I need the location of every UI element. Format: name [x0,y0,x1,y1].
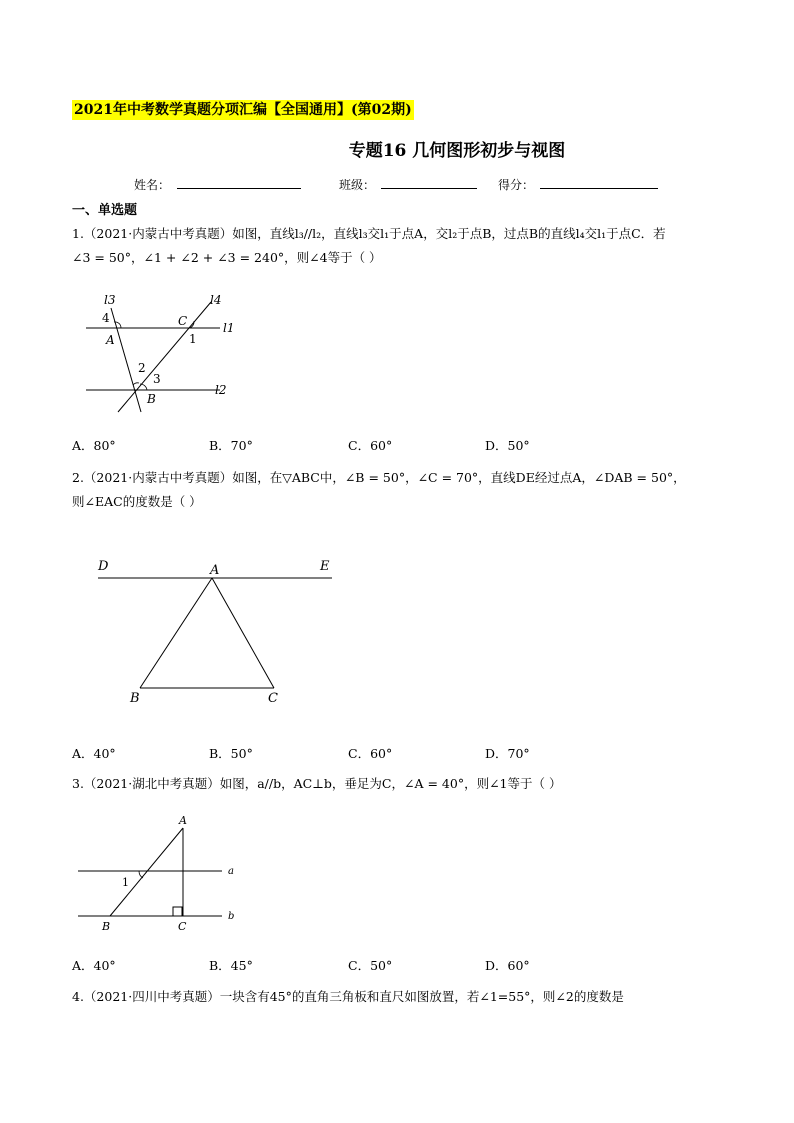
fig3-label-A: A [179,814,187,827]
fig3-label-a: a [228,866,234,877]
fig3-label-1: 1 [122,876,129,889]
q1-option-c[interactable]: C．60° [348,438,393,453]
q2-option-d[interactable]: D．70° [485,746,530,761]
fig2-label-A: A [210,563,220,578]
question-1 [72,222,752,270]
q1-option-a[interactable]: A．80° [72,438,116,453]
fig1-label-B: B [147,392,156,406]
question-1-figure [78,288,248,418]
q3-option-b[interactable]: B．45° [209,958,253,973]
fig1-label-C: C [178,314,188,328]
q2-option-a[interactable]: A．40° [72,746,116,761]
fig2-label-E: E [320,559,330,574]
name-blank[interactable] [177,176,301,189]
question-1-line1: 1.（2021·内蒙古中考真题）如图，直线l₃//l₂，直线l₃交l₁于点A，交l₂于点B，过点B的直线l₄交l₁于点C．若 [72,226,666,241]
q1-option-b[interactable]: B．70° [209,438,253,453]
fig1-label-l3: l3 [104,293,116,307]
class-label: 班级： [339,178,376,192]
question-2-options [72,744,752,762]
fig2-label-C: C [268,691,278,706]
fig3-label-C: C [178,920,187,933]
question-3-line1: 3.（2021·湖北中考真题）如图，a//b，AC⊥b，垂足为C，∠A = 40°，则∠1等于（ ） [72,776,562,791]
fig1-label-3: 3 [153,372,161,386]
q2-option-b[interactable]: B．50° [209,746,253,761]
fig1-label-4: 4 [102,311,110,325]
fig3-label-B: B [102,920,111,933]
question-2-figure [90,552,340,707]
q2-option-c[interactable]: C．60° [348,746,393,761]
fig1-label-1: 1 [189,332,197,346]
score-label: 得分： [498,178,535,192]
question-3 [72,772,752,796]
q3-option-d[interactable]: D．60° [485,958,530,973]
name-label: 姓名： [134,178,171,192]
series-title: 2021年中考数学真题分项汇编【全国通用】(第02期) [74,102,412,118]
fig2-label-D: D [98,559,109,574]
question-3-figure [76,810,256,938]
fig1-label-2: 2 [138,361,146,375]
section-title: 一、单选题 [72,203,138,218]
class-blank[interactable] [381,176,477,189]
question-4 [72,985,752,1009]
question-1-line2: ∠3 = 50°，∠1 + ∠2 + ∠3 = 240°，则∠4等于（ ） [72,250,382,265]
fig1-label-A: A [106,333,115,347]
question-4-line1: 4.（2021·四川中考真题）一块含有45°的直角三角板和直尺如图放置，若∠1=55°，则∠2的度数是 [72,989,624,1004]
q3-option-c[interactable]: C．50° [348,958,393,973]
fig1-label-l2: l2 [215,383,227,397]
score-blank[interactable] [540,176,658,189]
fig1-label-l1: l1 [223,321,235,335]
question-2-line1: 2.（2021·内蒙古中考真题）如图，在▽ABC中，∠B = 50°，∠C = 70°，直线DE经过点A，∠DAB = 50°， [72,470,686,485]
fig3-label-b: b [228,911,235,922]
question-1-options [72,436,752,454]
fig2-label-B: B [130,691,140,706]
question-3-options [72,956,752,974]
question-2 [72,466,752,514]
q1-option-d[interactable]: D．50° [485,438,530,453]
fig1-label-l4: l4 [210,293,222,307]
topic-title: 专题16 几何图形初步与视图 [348,141,566,161]
student-info-row [0,176,794,194]
q3-option-a[interactable]: A．40° [72,958,116,973]
question-2-line2: 则∠EAC的度数是（ ） [72,494,202,509]
